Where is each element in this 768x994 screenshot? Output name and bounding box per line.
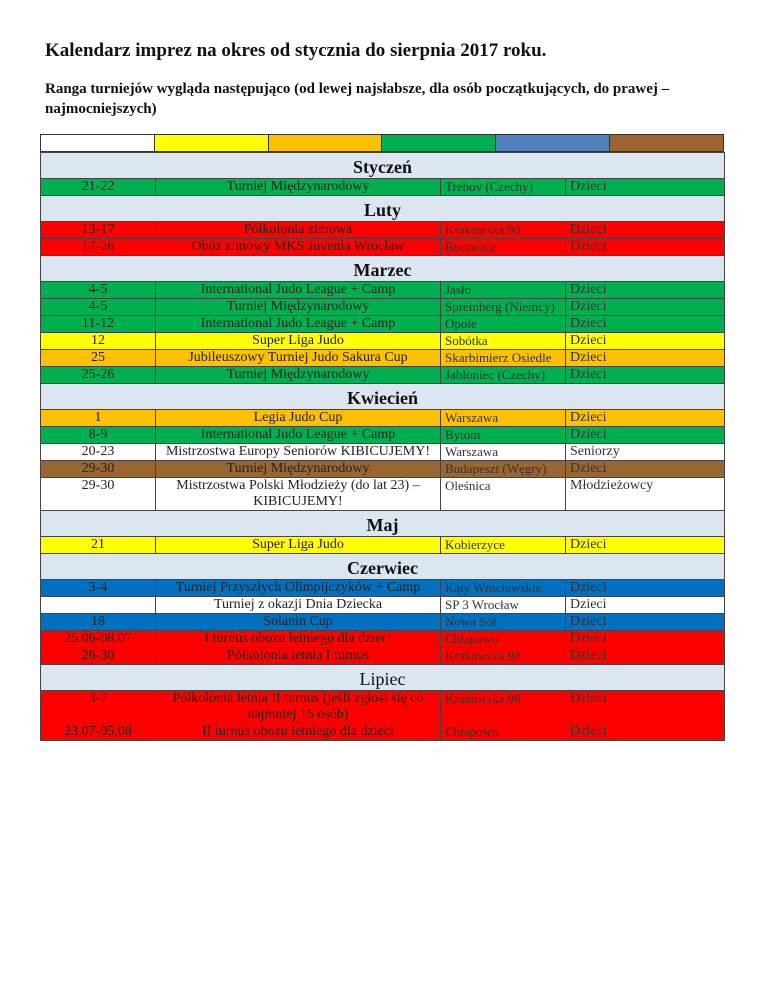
event-name: Turniej Międzynarodowy [156,461,441,478]
event-group: Seniorzy [566,444,725,461]
event-name: II turnus obozu letniego dla dzieci [156,724,441,741]
event-place: Krakowska 98 [441,691,566,724]
event-row [41,367,725,384]
event-date: 3-4 [41,580,156,597]
event-row [41,427,725,444]
event-name: Turniej Międzynarodowy [156,179,441,196]
event-place: Warszawa [441,410,566,427]
event-row [41,614,725,631]
event-calendar-table [40,152,725,741]
event-group: Dzieci [566,580,725,597]
event-group: Dzieci [566,239,725,256]
event-place: Oleśnica [441,478,566,511]
event-place: Trebov (Czechy) [441,179,566,196]
event-place: Sobótka [441,333,566,350]
month-header [41,511,725,537]
event-group: Dzieci [566,648,725,665]
month-header [41,153,725,179]
event-row [41,410,725,427]
event-place: Jabloniec (Czechy) [441,367,566,384]
rank-swatch-green [382,135,496,151]
rank-color-legend [40,134,724,152]
event-place: Borowice [441,239,566,256]
event-group: Dzieci [566,461,725,478]
event-name: International Judo League + Camp [156,316,441,333]
event-row [41,222,725,239]
event-date: 21-22 [41,179,156,196]
event-group: Dzieci [566,410,725,427]
event-name: Półkolonia letnia II turnus (jeśli zgłosi się co najmniej 15 osób) [156,691,441,724]
event-place: Nowa Sól [441,614,566,631]
event-date: 25.06-08.07 [41,631,156,648]
event-group: Dzieci [566,614,725,631]
event-group: Dzieci [566,367,725,384]
event-row [41,597,725,614]
event-place: Opole [441,316,566,333]
event-name: International Judo League + Camp [156,282,441,299]
event-date: 17-26 [41,239,156,256]
event-row [41,316,725,333]
event-date: 13-17 [41,222,156,239]
event-date: 4-5 [41,282,156,299]
event-group: Dzieci [566,597,725,614]
event-row [41,333,725,350]
rank-swatch-orange [269,135,383,151]
event-date: 25-26 [41,367,156,384]
month-label: Luty [41,196,725,222]
event-group: Dzieci [566,724,725,741]
event-date: 11-12 [41,316,156,333]
event-name: Turniej Międzynarodowy [156,299,441,316]
event-group: Dzieci [566,222,725,239]
event-date: 29-30 [41,461,156,478]
event-date: 4-5 [41,299,156,316]
month-header [41,554,725,580]
event-group: Dzieci [566,179,725,196]
month-label: Styczeń [41,153,725,179]
event-row [41,350,725,367]
event-group: Dzieci [566,631,725,648]
event-name: Super Liga Judo [156,333,441,350]
rank-swatch-brown [610,135,723,151]
event-row [41,724,725,741]
event-name: Obóz zimowy MKS Juvenia Wrocław [156,239,441,256]
event-date: 8-9 [41,427,156,444]
event-name: Turniej Międzynarodowy [156,367,441,384]
event-date: 25 [41,350,156,367]
page-subtitle: Ranga turniejów wygląda następująco (od lewej najsłabsze, dla osób początkujących, do prawej – najmocniejszych) [45,81,670,117]
event-group: Dzieci [566,299,725,316]
event-place: Krakowska 98 [441,648,566,665]
event-group: Dzieci [566,350,725,367]
event-date: 20-23 [41,444,156,461]
event-name: Półkolonia letnia I turnus [156,648,441,665]
event-row [41,179,725,196]
event-name: Mistrzostwa Europy Seniorów KIBICUJEMY! [156,444,441,461]
month-label: Lipiec [41,665,725,691]
rank-swatch-yellow [155,135,269,151]
event-group: Dzieci [566,333,725,350]
event-place: Bytom [441,427,566,444]
event-group: Dzieci [566,427,725,444]
event-date: 26-30 [41,648,156,665]
event-place: Chłapowo [441,724,566,741]
event-row [41,444,725,461]
event-row [41,691,725,724]
event-date: 3-7 [41,691,156,724]
month-header [41,256,725,282]
event-row [41,299,725,316]
rank-swatch-white [41,135,155,151]
event-place: Spremberg (Niemcy) [441,299,566,316]
event-place: Warszawa [441,444,566,461]
page-title: Kalendarz imprez na okres od stycznia do sierpnia 2017 roku. [45,40,547,61]
event-row [41,282,725,299]
event-row [41,580,725,597]
event-place: Skarbimierz Osiedle [441,350,566,367]
event-row [41,478,725,511]
event-name: Jubileuszowy Turniej Judo Sakura Cup [156,350,441,367]
month-label: Marzec [41,256,725,282]
event-place: Jasło [441,282,566,299]
event-date: 18 [41,614,156,631]
month-header [41,665,725,691]
event-row [41,648,725,665]
event-place: Krakowska 98 [441,222,566,239]
event-place: Chłapowo [441,631,566,648]
event-date [41,597,156,614]
month-label: Czerwiec [41,554,725,580]
event-date: 12 [41,333,156,350]
event-name: Super Liga Judo [156,537,441,554]
event-place: SP 3 Wrocław [441,597,566,614]
event-group: Dzieci [566,537,725,554]
event-group: Dzieci [566,282,725,299]
month-label: Maj [41,511,725,537]
event-row [41,461,725,478]
month-header [41,196,725,222]
event-row [41,537,725,554]
event-name: Turniej z okazji Dnia Dziecka [156,597,441,614]
event-place: Budapeszt (Węgry) [441,461,566,478]
event-group: Młodzieżowcy [566,478,725,511]
event-row [41,239,725,256]
event-name: Półkolonia zimowa [156,222,441,239]
month-label: Kwiecień [41,384,725,410]
event-date: 23.07-05.08 [41,724,156,741]
event-date: 1 [41,410,156,427]
event-row [41,631,725,648]
event-group: Dzieci [566,691,725,724]
event-group: Dzieci [566,316,725,333]
event-name: I turnus obozu letniego dla dzieci [156,631,441,648]
event-name: Turniej Przyszłych Olimpijczyków + Camp [156,580,441,597]
event-date: 21 [41,537,156,554]
rank-swatch-blue [496,135,610,151]
event-place: Kobierzyce [441,537,566,554]
event-date: 29-30 [41,478,156,511]
event-name: International Judo League + Camp [156,427,441,444]
event-name: Legia Judo Cup [156,410,441,427]
event-place: Kąty Wrocławskie [441,580,566,597]
event-name: Mistrzostwa Polski Młodzieży (do lat 23) – KIBICUJEMY! [156,478,441,511]
month-header [41,384,725,410]
event-name: Solanin Cup [156,614,441,631]
